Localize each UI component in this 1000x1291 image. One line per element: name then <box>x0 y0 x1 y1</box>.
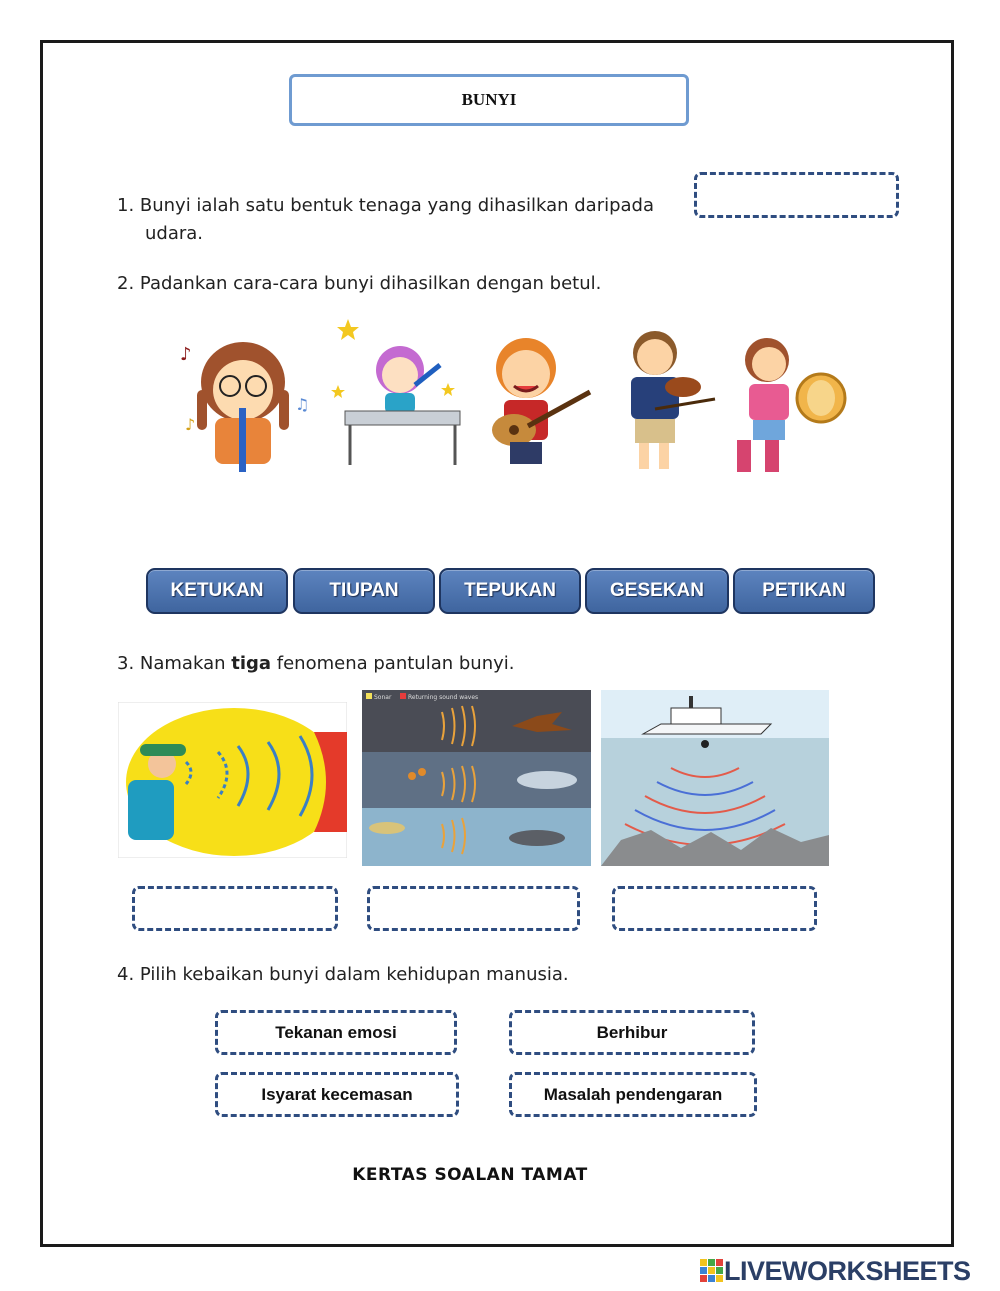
option-tepukan-button[interactable]: TEPUKAN <box>439 568 581 614</box>
echo-person-wall-image <box>118 702 347 858</box>
choice-isyarat-kecemasan[interactable]: Isyarat kecemasan <box>215 1072 459 1117</box>
choice-masalah-pendengaran[interactable]: Masalah pendengaran <box>509 1072 757 1117</box>
answer-box-q1[interactable] <box>694 172 899 218</box>
question-3-text: 3. Namakan tiga fenomena pantulan bunyi. <box>117 653 515 674</box>
question-1-text-continued: udara. <box>145 223 204 244</box>
boy-playing-violin-image <box>605 325 720 475</box>
liveworksheets-logo[interactable] <box>700 1255 971 1287</box>
question-4-text: 4. Pilih kebaikan bunyi dalam kehidupan manusia. <box>117 964 569 985</box>
choice-berhibur[interactable]: Berhibur <box>509 1010 755 1055</box>
question-1-text: 1. Bunyi ialah satu bentuk tenaga yang dihasilkan daripada <box>117 195 655 216</box>
option-ketukan-button[interactable]: KETUKAN <box>146 568 288 614</box>
ship-sonar-seabed-image <box>601 690 829 866</box>
question-2-text: 2. Padankan cara-cara bunyi dihasilkan dengan betul. <box>117 273 602 294</box>
option-tiupan-button[interactable]: TIUPAN <box>293 568 435 614</box>
girl-playing-recorder-image <box>175 320 315 475</box>
answer-box-q3-2[interactable] <box>367 886 580 931</box>
end-of-paper-text: KERTAS SOALAN TAMAT <box>352 1165 588 1185</box>
answer-box-q3-1[interactable] <box>132 886 338 931</box>
liveworksheets-logo-icon <box>700 1258 724 1284</box>
liveworksheets-logo-text: LIVEWORKSHEETS <box>724 1255 971 1286</box>
svg-text:♫: ♫ <box>295 395 310 414</box>
girl-playing-drum-image <box>725 332 860 477</box>
option-gesekan-button[interactable]: GESEKAN <box>585 568 729 614</box>
choice-tekanan-emosi[interactable]: Tekanan emosi <box>215 1010 457 1055</box>
svg-text:♪: ♪ <box>185 415 196 434</box>
answer-box-q3-3[interactable] <box>612 886 817 931</box>
worksheet-title: BUNYI <box>289 74 689 126</box>
returning-waves-legend-label: Returning sound waves <box>408 694 479 701</box>
svg-text:♪: ♪ <box>180 344 192 365</box>
sonar-legend-label: Sonar <box>374 694 392 701</box>
option-petikan-button[interactable]: PETIKAN <box>733 568 875 614</box>
child-playing-xylophone-image <box>330 315 470 470</box>
sonar-animals-image <box>362 690 591 866</box>
boy-playing-guitar-image <box>478 330 598 470</box>
